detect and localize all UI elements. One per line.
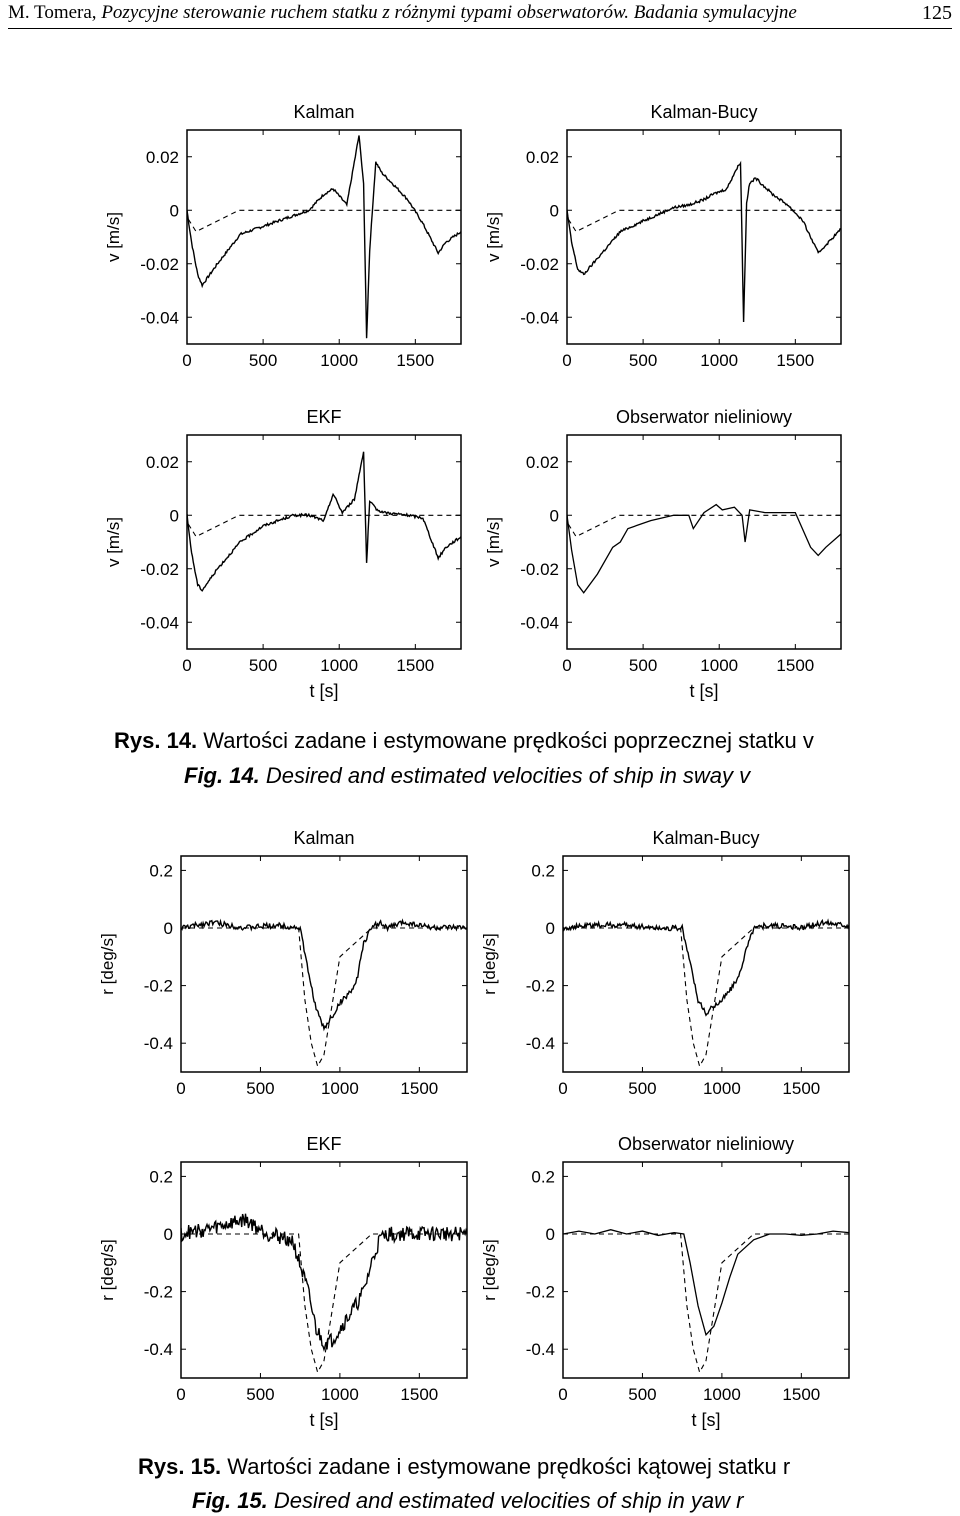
chart-panel: [104, 102, 461, 370]
plot-frame: [181, 1162, 467, 1378]
x-tick-label: 1500: [400, 1079, 439, 1098]
x-tick-label: 1000: [700, 656, 739, 675]
x-tick-label: 1500: [776, 351, 815, 370]
y-tick-label: 0: [545, 919, 555, 938]
x-tick-label: 0: [182, 656, 192, 675]
y-axis-label: r [deg/s]: [480, 1239, 499, 1301]
figure-14-text-pl: Wartości zadane i estymowane prędkości poprzecznej statku v: [203, 728, 814, 753]
plot-frame: [567, 130, 841, 344]
y-tick-label: -0.04: [520, 308, 559, 328]
x-tick-label: 500: [628, 351, 658, 370]
y-tick-label: -0.04: [140, 613, 179, 633]
y-axis-label: v [m/s]: [104, 211, 123, 263]
figure-15-plots: [90, 810, 870, 1438]
x-tick-label: 1500: [396, 351, 435, 370]
x-tick-label: 500: [246, 1385, 275, 1404]
figure-15: [90, 810, 870, 1438]
chart-title: EKF: [306, 1134, 342, 1154]
plot-area: [181, 921, 467, 1066]
plot-frame: [563, 1162, 849, 1378]
chart-panel: [98, 1134, 467, 1430]
x-tick-label: 1000: [700, 351, 739, 370]
chart-panel: [484, 102, 841, 370]
x-tick-label: 1000: [702, 1385, 741, 1404]
running-header: [8, 2, 952, 28]
x-tick-label: 0: [182, 351, 192, 370]
plot-area: [563, 1230, 849, 1373]
y-tick-label: -0.04: [520, 613, 559, 633]
desired-series-line: [563, 1234, 849, 1372]
figure-15-caption-pl: [138, 1454, 790, 1480]
x-tick-label: 1500: [400, 1385, 439, 1404]
plot-area: [187, 452, 461, 591]
estimated-series-line: [181, 921, 467, 1029]
x-tick-label: 0: [176, 1385, 186, 1404]
x-tick-label: 0: [176, 1079, 186, 1098]
x-tick-label: 500: [246, 1079, 275, 1098]
header-rule: [8, 28, 952, 29]
figure-15-text-en: Desired and estimated velocities of ship in yaw r: [273, 1488, 744, 1513]
y-tick-label: -0.2: [525, 1282, 555, 1302]
x-axis-label: t [s]: [691, 1410, 721, 1430]
y-tick-label: 0.02: [525, 452, 559, 472]
x-tick-label: 1000: [702, 1079, 741, 1098]
x-tick-label: 1000: [320, 351, 359, 370]
y-tick-label: 0.2: [531, 1167, 555, 1187]
y-tick-label: -0.2: [525, 976, 555, 996]
x-tick-label: 1000: [320, 656, 359, 675]
desired-series-line: [187, 210, 461, 231]
y-tick-label: -0.4: [143, 1340, 173, 1360]
estimated-series-line: [567, 505, 841, 593]
desired-series-line: [567, 515, 841, 536]
y-tick-label: 0.2: [149, 1167, 173, 1187]
x-axis-label: t [s]: [309, 1410, 339, 1430]
x-axis-label: t [s]: [689, 681, 719, 701]
chart-panel: [484, 407, 841, 701]
figure-14-caption-en: [184, 763, 750, 789]
figure-14: [90, 80, 870, 710]
plot-area: [563, 921, 849, 1067]
chart-title: Kalman-Bucy: [650, 102, 758, 122]
estimated-series-line: [187, 136, 461, 339]
y-tick-label: 0: [163, 919, 173, 938]
x-tick-label: 0: [558, 1079, 568, 1098]
header-author: M. Tomera,: [8, 2, 97, 23]
chart-title: Kalman: [293, 828, 355, 848]
estimated-series-line: [563, 921, 849, 1016]
y-tick-label: 0.02: [525, 147, 559, 167]
desired-series-line: [181, 928, 467, 1066]
y-tick-label: -0.2: [143, 1282, 173, 1302]
y-tick-label: 0.2: [531, 861, 555, 881]
y-tick-label: -0.02: [520, 559, 559, 579]
y-axis-label: r [deg/s]: [480, 933, 499, 995]
x-tick-label: 1500: [776, 656, 815, 675]
chart-panel: [480, 1134, 849, 1430]
chart-title: Kalman-Bucy: [652, 828, 760, 848]
x-tick-label: 500: [628, 1385, 657, 1404]
y-axis-label: r [deg/s]: [98, 933, 117, 995]
figure-14-text-en: Desired and estimated velocities of ship in sway v: [265, 763, 751, 788]
figure-14-plots: [90, 80, 870, 710]
y-tick-label: 0: [163, 1225, 173, 1244]
chart-panel: [480, 828, 849, 1098]
x-axis-label: t [s]: [309, 681, 339, 701]
x-tick-label: 500: [248, 351, 278, 370]
x-tick-label: 500: [628, 656, 658, 675]
figure-15-text-pl: Wartości zadane i estymowane prędkości kątowej statku r: [227, 1454, 791, 1479]
x-tick-label: 1500: [782, 1385, 821, 1404]
y-tick-label: 0.2: [149, 861, 173, 881]
figure-15-number-en: Fig. 15.: [192, 1488, 268, 1513]
y-tick-label: 0: [169, 506, 179, 526]
estimated-series-line: [567, 163, 841, 322]
y-tick-label: -0.02: [140, 559, 179, 579]
plot-area: [567, 505, 841, 593]
chart-title: EKF: [306, 407, 342, 427]
y-axis-label: v [m/s]: [104, 516, 123, 568]
desired-series-line: [567, 210, 841, 231]
plot-frame: [187, 130, 461, 344]
header-title: Pozycyjne sterowanie ruchem statku z różnymi typami obserwatorów. Badania symulacyjne: [101, 2, 797, 23]
x-tick-label: 1500: [782, 1079, 821, 1098]
plot-frame: [563, 856, 849, 1072]
x-tick-label: 0: [562, 351, 572, 370]
page-number: 125: [922, 2, 952, 24]
y-tick-label: 0.02: [145, 147, 179, 167]
y-tick-label: -0.4: [525, 1034, 555, 1054]
estimated-series-line: [187, 452, 461, 591]
estimated-series-line: [563, 1230, 849, 1335]
running-title: [8, 2, 797, 24]
y-tick-label: -0.02: [140, 254, 179, 274]
figure-15-caption-en: [192, 1488, 743, 1514]
desired-series-line: [563, 928, 849, 1066]
y-tick-label: -0.4: [525, 1340, 555, 1360]
figure-14-number-pl: Rys. 14.: [114, 728, 198, 753]
plot-area: [181, 1214, 467, 1373]
y-tick-label: 0: [549, 201, 559, 221]
y-tick-label: 0: [545, 1225, 555, 1244]
x-tick-label: 500: [248, 656, 278, 675]
plot-area: [187, 136, 461, 339]
plot-frame: [187, 435, 461, 649]
x-tick-label: 500: [628, 1079, 657, 1098]
y-tick-label: -0.04: [140, 308, 179, 328]
plot-area: [567, 163, 841, 322]
y-axis-label: v [m/s]: [484, 211, 503, 263]
chart-panel: [104, 407, 461, 701]
figure-14-caption-pl: [114, 728, 814, 754]
x-tick-label: 1000: [320, 1385, 359, 1404]
chart-panel: [98, 828, 467, 1098]
y-tick-label: -0.4: [143, 1034, 173, 1054]
plot-frame: [181, 856, 467, 1072]
x-tick-label: 1000: [320, 1079, 359, 1098]
estimated-series-line: [181, 1214, 467, 1350]
y-tick-label: 0: [549, 506, 559, 526]
figure-15-number-pl: Rys. 15.: [138, 1454, 222, 1479]
y-axis-label: v [m/s]: [484, 516, 503, 568]
y-tick-label: -0.02: [520, 254, 559, 274]
y-tick-label: 0: [169, 201, 179, 221]
y-tick-label: -0.2: [143, 976, 173, 996]
chart-title: Obserwator nieliniowy: [615, 407, 793, 427]
chart-title: Obserwator nieliniowy: [617, 1134, 795, 1154]
chart-title: Kalman: [293, 102, 355, 122]
plot-frame: [567, 435, 841, 649]
x-tick-label: 0: [558, 1385, 568, 1404]
figure-14-number-en: Fig. 14.: [184, 763, 260, 788]
y-tick-label: 0.02: [145, 452, 179, 472]
y-axis-label: r [deg/s]: [98, 1239, 117, 1301]
x-tick-label: 1500: [396, 656, 435, 675]
x-tick-label: 0: [562, 656, 572, 675]
